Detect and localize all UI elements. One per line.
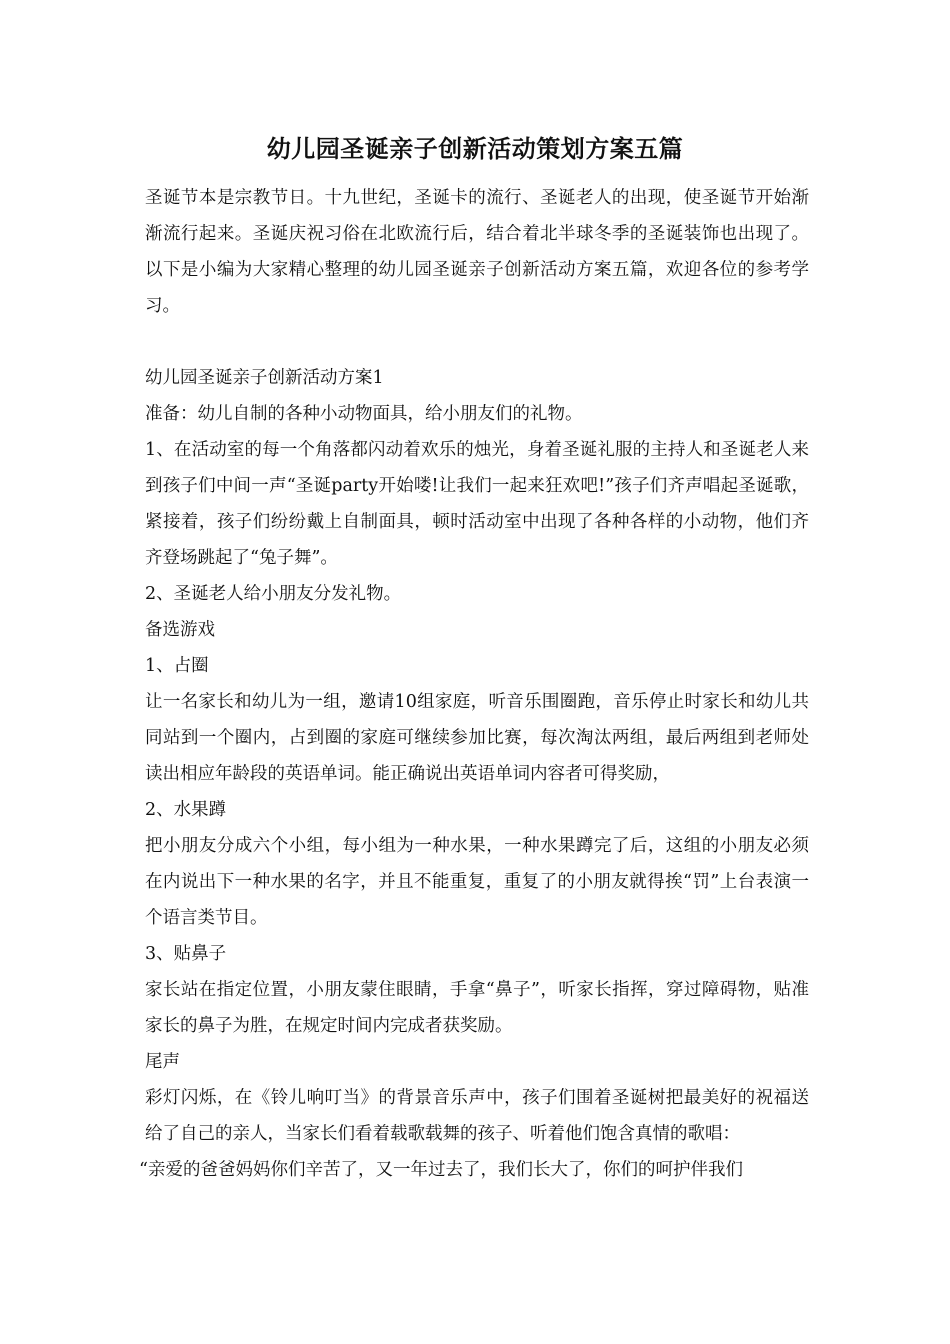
intro-paragraph: 圣诞节本是宗教节日。十九世纪，圣诞卡的流行、圣诞老人的出现，使圣诞节开始渐渐流行起来。圣诞庆祝习俗在北欧流行后，结合着北半球冬季的圣诞装饰也出现了。以下是小编为大家精心整理的幼儿园圣诞亲子创新活动方案五篇，欢迎各位的参考学习。 (145, 188, 809, 316)
blank-line (145, 324, 809, 360)
games-heading: 备选游戏 (145, 620, 215, 640)
step-2-paragraph: 2、圣诞老人给小朋友分发礼物。 (145, 584, 402, 604)
game-1-paragraph: 让一名家长和幼儿为一组，邀请10组家庭，听音乐围圈跑，音乐停止时家长和幼儿共同站到一个圈内，占到圈的家庭可继续参加比赛，每次淘汰两组，最后两组到老师处读出相应年龄段的英语单词。能正确说出英语单词内容者可得奖励， (145, 692, 809, 784)
document-body (139, 180, 809, 1188)
ending-paragraph: 彩灯闪烁，在《铃儿响叮当》的背景音乐声中，孩子们围着圣诞树把最美好的祝福送给了自己的亲人，当家长们看着载歌载舞的孩子、听着他们饱含真情的歌唱： (145, 1088, 809, 1144)
game-1-title: 1、占圈 (145, 656, 209, 676)
ending-heading: 尾声 (145, 1052, 180, 1072)
step-1-paragraph: 1、在活动室的每一个角落都闪动着欢乐的烛光，身着圣诞礼服的主持人和圣诞老人来到孩子们中间一声“圣诞party开始喽!让我们一起来狂欢吧!”孩子们齐声唱起圣诞歌，紧接着，孩子们纷纷戴上自制面具，顿时活动室中出现了各种各样的小动物，他们齐齐登场跳起了“兔子舞”。 (145, 440, 809, 568)
game-2-paragraph: 把小朋友分成六个小组，每小组为一种水果，一种水果蹲完了后，这组的小朋友必须在内说出下一种水果的名字，并且不能重复，重复了的小朋友就得挨“罚”上台表演一个语言类节目。 (145, 836, 809, 928)
preparation-paragraph: 准备：幼儿自制的各种小动物面具，给小朋友们的礼物。 (145, 404, 583, 424)
game-3-paragraph: 家长站在指定位置，小朋友蒙住眼睛，手拿“鼻子”，听家长指挥，穿过障碍物，贴准家长的鼻子为胜，在规定时间内完成者获奖励。 (145, 980, 809, 1036)
game-2-title: 2、水果蹲 (145, 800, 227, 820)
section-heading: 幼儿园圣诞亲子创新活动方案1 (145, 368, 384, 388)
game-3-title: 3、贴鼻子 (145, 944, 227, 964)
document-title: 幼儿园圣诞亲子创新活动策划方案五篇 (266, 134, 684, 163)
ending-quote-line: “亲爱的爸爸妈妈你们辛苦了，又一年过去了，我们长大了，你们的呵护伴我们 (139, 1160, 743, 1180)
